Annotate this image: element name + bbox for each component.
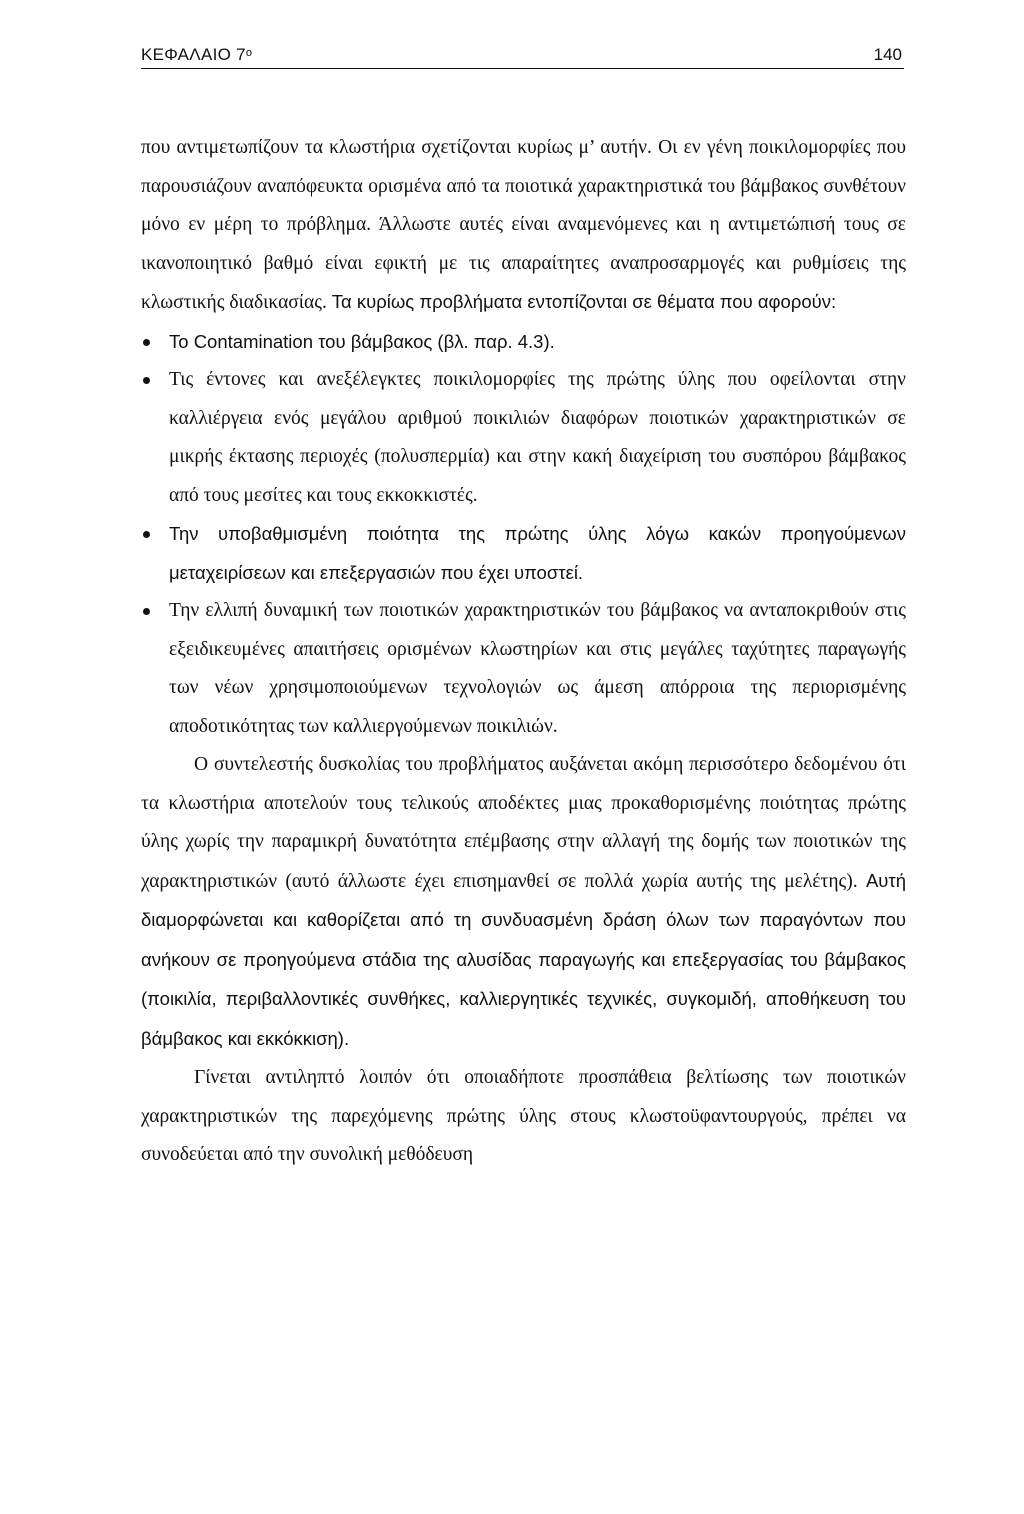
- bullet-icon: [143, 531, 150, 538]
- chapter-label: ΚΕΦΑΛΑΙΟ 7: [141, 45, 246, 64]
- list-item: [141, 323, 906, 362]
- list-item-text: Το Contamination του βάμβακος (βλ. παρ. 4.3).: [169, 330, 555, 352]
- list-item: [141, 592, 906, 746]
- list-item: [141, 515, 906, 592]
- page-header: [141, 44, 904, 69]
- list-item-text: Την υποβαθμισμένη ποιότητα της πρώτης ύλης λόγω κακών προηγούμενων μεταχειρίσεων και επεξεργασιών που έχει υποστεί.: [169, 523, 906, 583]
- bullet-icon: [143, 377, 150, 384]
- list-item-text: Την ελλιπή δυναμική των ποιοτικών χαρακτηριστικών του βάμβακος να ανταποκριθούν στις εξειδικευμένες απαιτήσεις ορισμένων κλωστηρίων και στις μεγάλες ταχύτητες παραγωγής των νέων χρησιμοποιούμενων τεχνολογιών ως άμεση απόρροια της περιορισμένης αποδοτικότητας των καλλιεργούμενων ποικιλιών.: [169, 600, 906, 737]
- chapter-title: [141, 44, 252, 66]
- list-item-text: Τις έντονες και ανεξέλεγκτες ποικιλομορφίες της πρώτης ύλης που οφείλονται στην καλλιέργεια ενός μεγάλου αριθμού ποικιλιών διαφόρων ποιοτικών χαρακτηριστικών σε μικρής έκτασης περιοχές (πολυσπερμία) και στην κακή διαχείριση του συσπόρου βάμβακος από τους μεσίτες και τους εκκοκκιστές.: [169, 369, 906, 506]
- paragraph-1-sans-text: Τα κυρίως προβλήματα εντοπίζονται σε θέματα που αφορούν:: [331, 291, 837, 312]
- page-body: [141, 129, 906, 1175]
- paragraph-1-text: που αντιμετωπίζουν τα κλωστήρια σχετίζονται κυρίως μ’ αυτήν. Οι εν γένη ποικιλομορφίες που παρουσιάζουν αναπόφευκτα ορισμένα από τα ποιοτικά χαρακτηριστικά του βάμβακος συνθέτουν μόνο εν μέρη το πρόβλημα. Άλλωστε αυτές είναι αναμενόμενες και η αντιμετώπισή τους σε ικανοποιητικό βαθμό είναι εφικτή με τις απαραίτητες αναπροσαρμογές και ρυθμίσεις της κλωστικής διαδικασίας.: [141, 137, 906, 313]
- bullet-icon: [143, 339, 150, 346]
- paragraph-1: [141, 129, 906, 323]
- paragraph-2-text: Ο συντελεστής δυσκολίας του προβλήματος αυξάνεται ακόμη περισσότερο δεδομένου ότι τα κλωστήρια αποτελούν τους τελικούς αποδέκτες μιας προκαθορισμένης ποιότητας πρώτης ύλης χωρίς την παραμικρή δυνατότητα επέμβασης στην αλλαγή της δομής των ποιοτικών της χαρακτηριστικών (αυτό άλλωστε έχει επισημανθεί σε πολλά χωρία αυτής της μελέτης).: [141, 754, 906, 892]
- paragraph-3: Γίνεται αντιληπτό λοιπόν ότι οποιαδήποτε προσπάθεια βελτίωσης των ποιοτικών χαρακτηριστικών της παρεχόμενης πρώτης ύλης στους κλωστοϋφαντουργούς, πρέπει να συνοδεύεται από την συνολική μεθόδευση: [141, 1067, 906, 1165]
- chapter-superscript: ο: [245, 47, 253, 59]
- list-item: [141, 361, 906, 515]
- problem-list: [141, 323, 906, 747]
- page-number: 140: [873, 45, 902, 64]
- paragraph-2-sans-text: Αυτή διαμορφώνεται και καθορίζεται από τη συνδυασμένη δράση όλων των παραγόντων που ανήκουν σε προηγούμενα στάδια της αλυσίδας παραγωγής και επεξεργασίας του βάμβακος (ποικιλία, περιβαλλοντικές συνθήκες, καλλιεργητικές τεχνικές, συγκομιδή, αποθήκευση του βάμβακος και εκκόκκιση).: [141, 869, 906, 1049]
- paragraph-2: [141, 746, 906, 1059]
- bullet-icon: [143, 608, 150, 615]
